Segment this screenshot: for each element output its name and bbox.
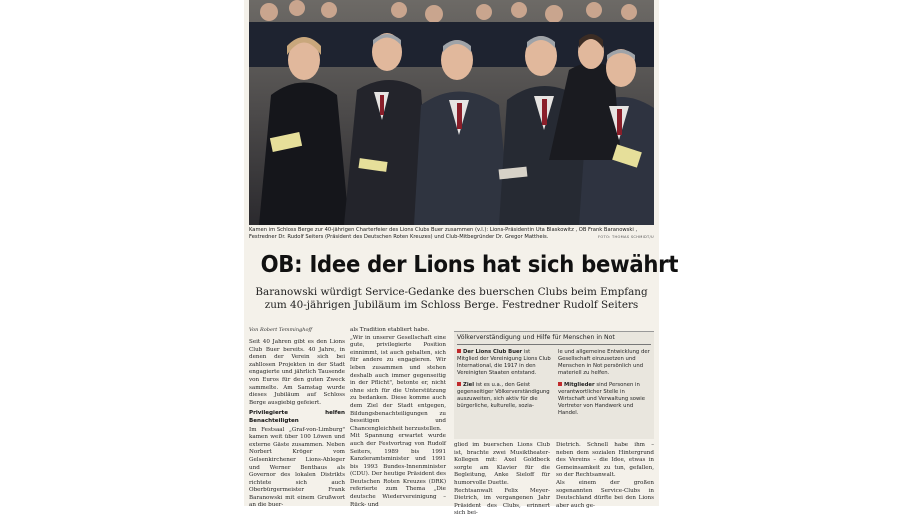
red-square-icon [457, 382, 461, 386]
info-item: le und allgemeine Entwicklung der Gesellschaft einzusetzen und Menschen in Not persönlich und materiell zu helfen. [558, 349, 650, 376]
article-byline: Von Robert Temminghoff [249, 327, 313, 333]
info-box-title: Völkerverständigung und Hilfe für Menschen in Not [457, 334, 615, 341]
audience-photo-illustration [249, 0, 654, 225]
paragraph: Dietrich. Schnell habe ihm – neben dem sozialen Hintergrund des Vereins – die Idee, etwas in Gemeinsamkeit zu tun, gefallen, so der Rechtsanwalt. [556, 442, 654, 479]
article-subline: Baranowski würdigt Service-Gedanke des buerschen Clubs beim Empfang zum 40-jährigen Jubiläum im Schloss Berge. Festredner Rudolf Seiters [255, 286, 648, 311]
red-square-icon [457, 349, 461, 353]
info-item: Mitglieder sind Personen in verantwortlicher Stelle in Wirtschaft und Verwaltung sowie Vertreter von Handwerk und Handel. [558, 382, 646, 416]
photo-credit: FOTO: THOMAS SCHMIDT/U [598, 235, 654, 239]
article-column-4 [556, 442, 654, 510]
info-box-column-1 [457, 349, 551, 415]
article-headline: OB: Idee der Lions hat sich bewährt [260, 252, 679, 278]
divider [457, 344, 651, 345]
article-column-1 [249, 339, 345, 510]
paragraph: als Tradition etabliert habe. [350, 327, 430, 333]
subheading: Privilegierte helfen Benachteiligten [249, 410, 345, 424]
info-box-column-2 [558, 349, 652, 422]
newspaper-page [244, 0, 679, 517]
article-column-3 [454, 442, 550, 518]
paragraph: „Wir in unserer Gesellschaft eine gute, privilegierte Position einnimmt, ist auch gehalten, sich für andere zu engagieren. Wir leben zusammen und stehen deshalb auch immer gegenseitig in der Pflicht", betonte er, nicht ohne sich für die Unterstützung zu bedanken. Diese komme auch dem Ziel der Stadt entgegen, Bildungsbenachteiligungen zu beseitigen und Chancengleichheit herzustellen. [350, 334, 446, 432]
photo-caption: Kamen im Schloss Berge zur 40-jährigen Charterfeier des Lions Clubs Buer zusammen (v.l.): Lions-Präsidentin Uta Blaskowitz , OB Frank Baranowski , Festredner Dr. Rudolf Seiters (Präsident des Deutschen Roten Kreuzes) und Club-Mitbegründer Dr. Gregor Mattheis. [249, 227, 638, 240]
event-photo [249, 0, 654, 225]
paragraph: Seit 40 Jahren gibt es den Lions Club Buer bereits. 40 Jahre, in denen der Verein sich bei zahllosen Projekten in der Stadt engagierte und jährlich Tausende von Euros für den guten Zweck sammelte. Am Samstag wurde dieses Jubiläum auf Schloss Berge ausgiebig gefeiert. [249, 339, 345, 406]
paragraph: Als einem der großen sogenannten Service-Clubs in Deutschland dürfte bei den Lions aber auch ge- [556, 479, 654, 509]
article-column-2 [350, 327, 446, 509]
info-item: Ziel ist es u.a., den Geist gegenseitiger Völkerverständigung auszuweiten, sich aktiv für die bürgerliche, kulturelle, sozia- [457, 382, 550, 409]
paragraph: glied im buerschen Lions Club ist, brachte zwei Musiktheater-Kollegen mit: Axel Goldbeck sorgte am Klavier für die Begleitung, Anke Sieloff für humorvolle Duette. [454, 442, 550, 486]
info-item: Der Lions Club Buer ist Mitglied der Vereinigung Lions Club International, die 1917 in den Vereinigten Staaten entstand. [457, 349, 551, 376]
paragraph: Rechtsanwalt Felix Meyer-Dietrich, im vergangenen Jahr Präsident des Clubs, erinnert sich bei- [454, 487, 550, 517]
paragraph: Im Festsaal „Graf-von-Limburg" kamen weit über 100 Löwen und externe Gäste zusammen. Neben Norbert Kröger vom Gelsenkirchener Lions-Ableger und Werner Benthaus als Governor des lokalen Distrikts richtete sich auch Oberbürgermeister Frank Baranowski mit einem Grußwort an die buer- [249, 426, 345, 509]
red-square-icon [558, 382, 562, 386]
info-box [454, 331, 654, 439]
paragraph: Mit Spannung erwartet wurde auch der Festvortrag von Rudolf Seiters, 1989 bis 1991 Kanzleramtsminister und 1991 bis 1993 Bundes-Innenminister (CDU). Der heutige Präsident des Deutschen Roten Kreuzes (DRK) referierte zum Thema „Die deutsche Wiedervereinigung – Rück- und [350, 433, 446, 508]
